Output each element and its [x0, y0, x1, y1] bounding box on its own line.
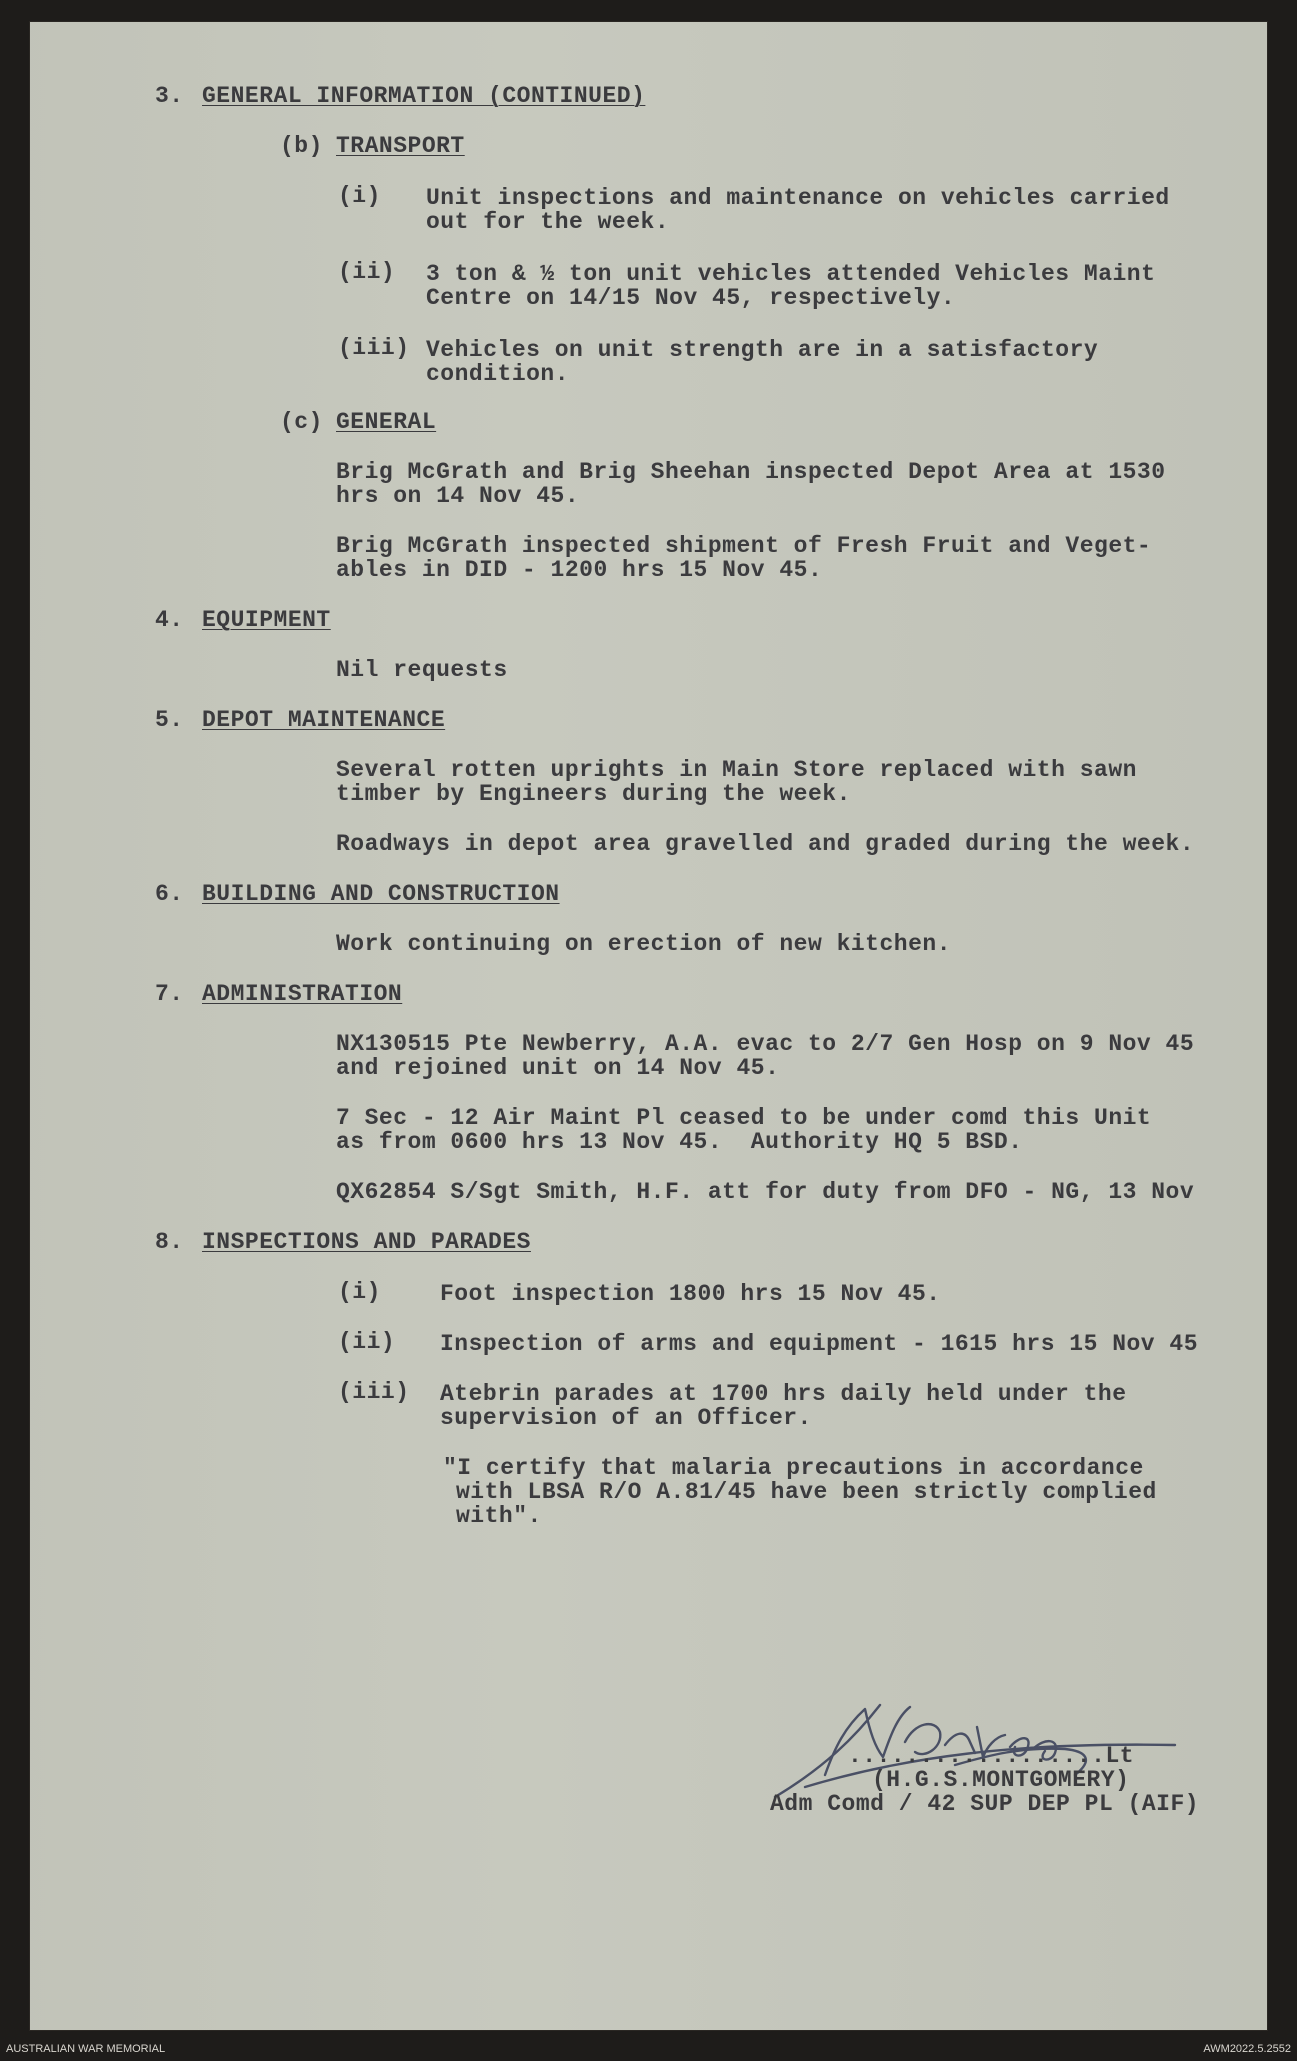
- equipment-line-1: Nil requests: [336, 657, 508, 683]
- inspection-item-3-number: (iii): [338, 1379, 410, 1405]
- subsection-b-title: TRANSPORT: [336, 133, 465, 159]
- admin-para-1-line-2: and rejoined unit on 14 Nov 45.: [336, 1055, 780, 1081]
- inspection-item-2-line-1: Inspection of arms and equipment - 1615 hrs 15 Nov 45: [440, 1331, 1199, 1357]
- transport-item-1-line-1: Unit inspections and maintenance on vehicles carried: [426, 185, 1170, 211]
- footer-reference: AWM2022.5.2552: [1203, 2043, 1291, 2055]
- section-8-title: INSPECTIONS AND PARADES: [202, 1229, 531, 1255]
- section-7-title: ADMINISTRATION: [202, 981, 403, 1007]
- subsection-b-label: (b): [280, 133, 323, 159]
- section-5-number: 5.: [155, 707, 184, 733]
- general-para-2-line-1: Brig McGrath inspected shipment of Fresh Fruit and Veget-: [336, 533, 1152, 559]
- depot-para-1-line-2: timber by Engineers during the week.: [336, 781, 851, 807]
- section-6-number: 6.: [155, 881, 184, 907]
- inspection-item-3-line-1: Atebrin parades at 1700 hrs daily held under the: [440, 1381, 1127, 1407]
- subsection-c-label: (c): [280, 409, 323, 435]
- section-4-number: 4.: [155, 607, 184, 633]
- general-para-1-line-2: hrs on 14 Nov 45.: [336, 483, 580, 509]
- transport-item-1-line-2: out for the week.: [426, 209, 670, 235]
- transport-item-1-number: (i): [338, 183, 381, 209]
- inspection-item-3-line-2: supervision of an Officer.: [440, 1405, 812, 1431]
- general-para-2-line-2: ables in DID - 1200 hrs 15 Nov 45.: [336, 557, 823, 583]
- certification-line-2: with LBSA R/O A.81/45 have been strictly complied: [456, 1479, 1157, 1505]
- inspection-item-1-line-1: Foot inspection 1800 hrs 15 Nov 45.: [440, 1281, 941, 1307]
- depot-para-2-line-1: Roadways in depot area gravelled and graded during the week.: [336, 831, 1195, 857]
- signatory-name: (H.G.S.MONTGOMERY): [872, 1767, 1130, 1793]
- transport-item-3-line-1: Vehicles on unit strength are in a satisfactory: [426, 337, 1099, 363]
- section-6-title: BUILDING AND CONSTRUCTION: [202, 881, 560, 907]
- certification-line-1: "I certify that malaria precautions in accordance: [443, 1455, 1144, 1481]
- transport-item-2-line-2: Centre on 14/15 Nov 45, respectively.: [426, 285, 956, 311]
- general-para-1-line-1: Brig McGrath and Brig Sheehan inspected Depot Area at 1530: [336, 459, 1166, 485]
- section-5-title: DEPOT MAINTENANCE: [202, 707, 446, 733]
- section-3-number: 3.: [155, 83, 184, 109]
- building-line-1: Work continuing on erection of new kitchen.: [336, 931, 951, 957]
- section-4-title: EQUIPMENT: [202, 607, 331, 633]
- section-7-number: 7.: [155, 981, 184, 1007]
- transport-item-2-number: (ii): [338, 259, 396, 285]
- subsection-c-title: GENERAL: [336, 409, 437, 435]
- inspection-item-2-number: (ii): [338, 1329, 396, 1355]
- section-3-title: GENERAL INFORMATION (CONTINUED): [202, 83, 646, 109]
- admin-para-2-line-2: as from 0600 hrs 13 Nov 45. Authority HQ 5 BSD.: [336, 1129, 1023, 1155]
- transport-item-3-number: (iii): [338, 335, 410, 361]
- footer-source: AUSTRALIAN WAR MEMORIAL: [6, 2043, 166, 2055]
- signature-dotted-line: ..................Lt: [848, 1743, 1135, 1769]
- admin-para-3-line-1: QX62854 S/Sgt Smith, H.F. att for duty from DFO - NG, 13 Nov: [336, 1179, 1195, 1205]
- signatory-appointment: Adm Comd / 42 SUP DEP PL (AIF): [770, 1791, 1200, 1817]
- transport-item-3-line-2: condition.: [426, 361, 570, 387]
- archive-footer: [0, 2036, 1297, 2061]
- admin-para-2-line-1: 7 Sec - 12 Air Maint Pl ceased to be under comd this Unit: [336, 1105, 1152, 1131]
- document-page: [30, 22, 1267, 2030]
- admin-para-1-line-1: NX130515 Pte Newberry, A.A. evac to 2/7 Gen Hosp on 9 Nov 45: [336, 1031, 1195, 1057]
- certification-line-3: with".: [456, 1503, 542, 1529]
- depot-para-1-line-1: Several rotten uprights in Main Store replaced with sawn: [336, 757, 1137, 783]
- transport-item-2-line-1: 3 ton & ½ ton unit vehicles attended Vehicles Maint: [426, 261, 1156, 287]
- section-8-number: 8.: [155, 1229, 184, 1255]
- inspection-item-1-number: (i): [338, 1279, 381, 1305]
